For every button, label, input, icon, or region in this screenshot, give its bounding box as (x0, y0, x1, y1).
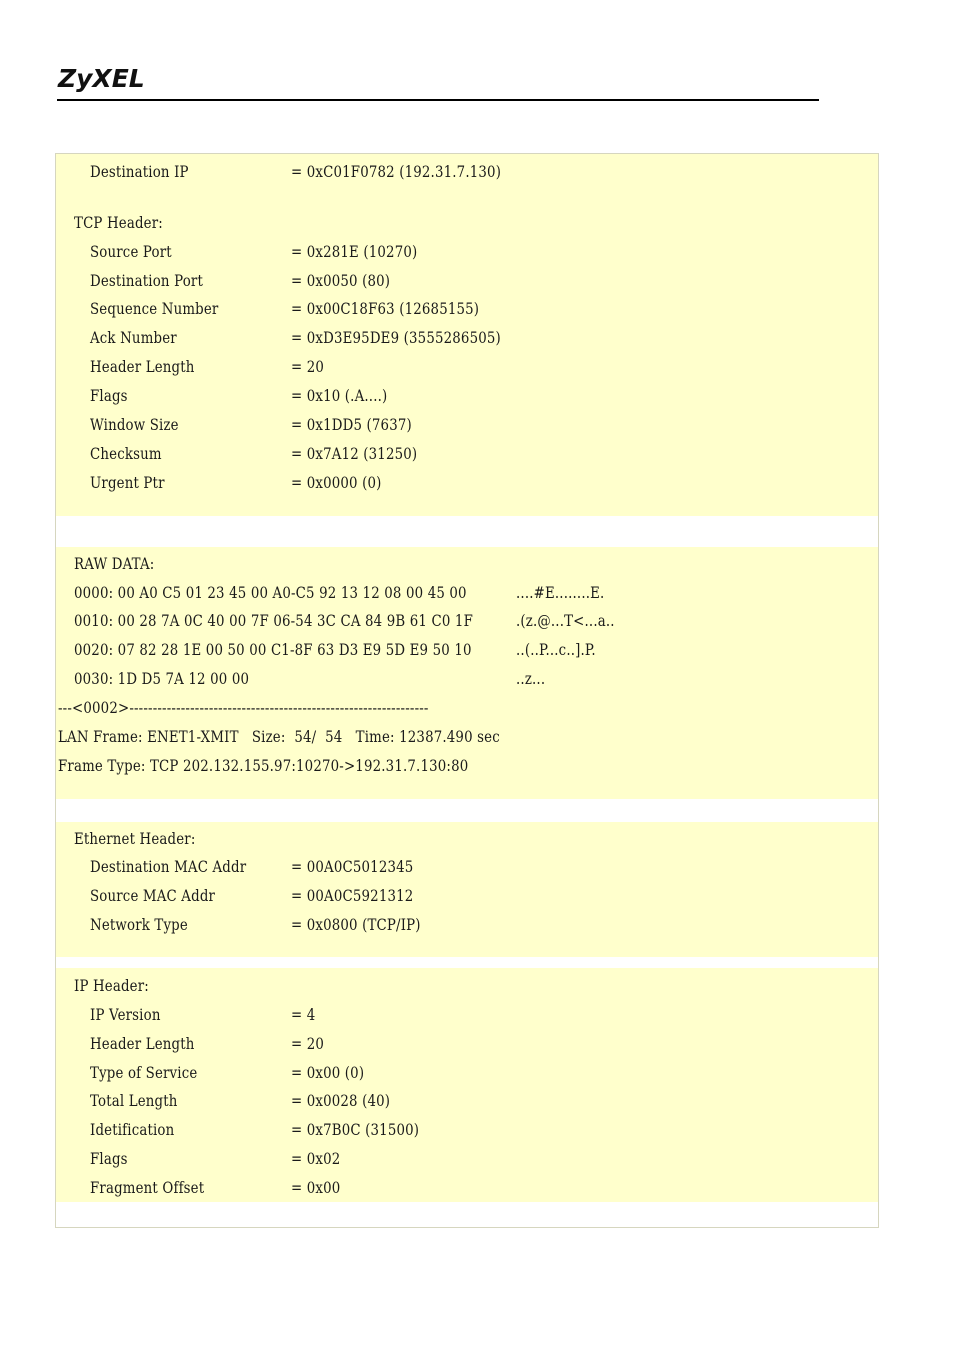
field-label: Flags (90, 1150, 128, 1168)
field-value: = 0x1DD5 (7637) (291, 416, 412, 434)
field-label: Header Length (90, 358, 195, 376)
ip-header-title: IP Header: (74, 977, 149, 995)
header-rule (57, 99, 819, 101)
field-value: = 20 (291, 358, 325, 376)
packet-trace-frame (55, 153, 879, 1228)
field-label: Sequence Number (90, 300, 219, 318)
field-value: = 0x7A12 (31250) (291, 445, 418, 463)
raw-ascii-line: ....#E........E. (516, 584, 605, 602)
field-value: = 0x00 (0) (291, 1064, 365, 1082)
field-value: = 0x10 (.A....) (291, 387, 388, 405)
raw-hex-line: 0030: 1D D5 7A 12 00 00 (74, 670, 250, 688)
field-value: = 00A0C5012345 (291, 858, 414, 876)
frame-separator: ---<0002>---------------------------------------------------------------- (58, 699, 429, 717)
tcp-header-block (56, 154, 878, 516)
ethernet-header-title: Ethernet Header: (74, 830, 196, 848)
field-label: IP Version (90, 1006, 161, 1024)
lan-frame-line: LAN Frame: ENET1-XMIT Size: 54/ 54 Time: 12387.490 sec (58, 728, 500, 746)
field-label: Idetification (90, 1121, 175, 1139)
ip-header-block (56, 968, 878, 1202)
raw-ascii-line: ..(..P...c..].P. (516, 641, 596, 659)
tcp-header-title: TCP Header: (74, 214, 163, 232)
frame-type-line: Frame Type: TCP 202.132.155.97:10270->192.31.7.130:80 (58, 757, 469, 775)
raw-ascii-line: .(z.@...T<...a.. (516, 612, 615, 630)
dest-ip-value: = 0xC01F0782 (192.31.7.130) (291, 163, 502, 181)
field-label: Source Port (90, 243, 172, 261)
field-label: Fragment Offset (90, 1179, 205, 1197)
zyxel-logo: ZyXEL (58, 64, 145, 93)
field-label: Ack Number (90, 329, 177, 347)
field-value: = 0xD3E95DE9 (3555286505) (291, 329, 501, 347)
field-label: Window Size (90, 416, 179, 434)
field-value: = 0x7B0C (31500) (291, 1121, 420, 1139)
raw-hex-line: 0000: 00 A0 C5 01 23 45 00 A0-C5 92 13 12 08 00 45 00 (74, 584, 467, 602)
field-value: = 00A0C5921312 (291, 887, 414, 905)
field-label: Network Type (90, 916, 188, 934)
field-label: Source MAC Addr (90, 887, 216, 905)
field-label: Urgent Ptr (90, 474, 165, 492)
field-value: = 0x02 (291, 1150, 341, 1168)
dest-ip-label: Destination IP (90, 163, 189, 181)
field-value: = 0x281E (10270) (291, 243, 418, 261)
field-value: = 0x00C18F63 (12685155) (291, 300, 480, 318)
raw-hex-line: 0010: 00 28 7A 0C 40 00 7F 06-54 3C CA 84 9B 61 C0 1F (74, 612, 473, 630)
field-value: = 0x0000 (0) (291, 474, 382, 492)
field-value: = 0x0800 (TCP/IP) (291, 916, 421, 934)
raw-data-block (56, 547, 878, 799)
field-label: Flags (90, 387, 128, 405)
field-value: = 4 (291, 1006, 316, 1024)
field-value: = 20 (291, 1035, 325, 1053)
field-label: Destination MAC Addr (90, 858, 247, 876)
ethernet-header-block (56, 822, 878, 957)
field-label: Total Length (90, 1092, 178, 1110)
field-label: Checksum (90, 445, 162, 463)
raw-hex-line: 0020: 07 82 28 1E 00 50 00 C1-8F 63 D3 E9 5D E9 50 10 (74, 641, 472, 659)
field-label: Destination Port (90, 272, 203, 290)
field-value: = 0x0028 (40) (291, 1092, 391, 1110)
raw-data-title: RAW DATA: (74, 555, 155, 573)
raw-ascii-line: ..z... (516, 670, 546, 688)
field-value: = 0x0050 (80) (291, 272, 391, 290)
field-label: Header Length (90, 1035, 195, 1053)
field-label: Type of Service (90, 1064, 198, 1082)
field-value: = 0x00 (291, 1179, 341, 1197)
